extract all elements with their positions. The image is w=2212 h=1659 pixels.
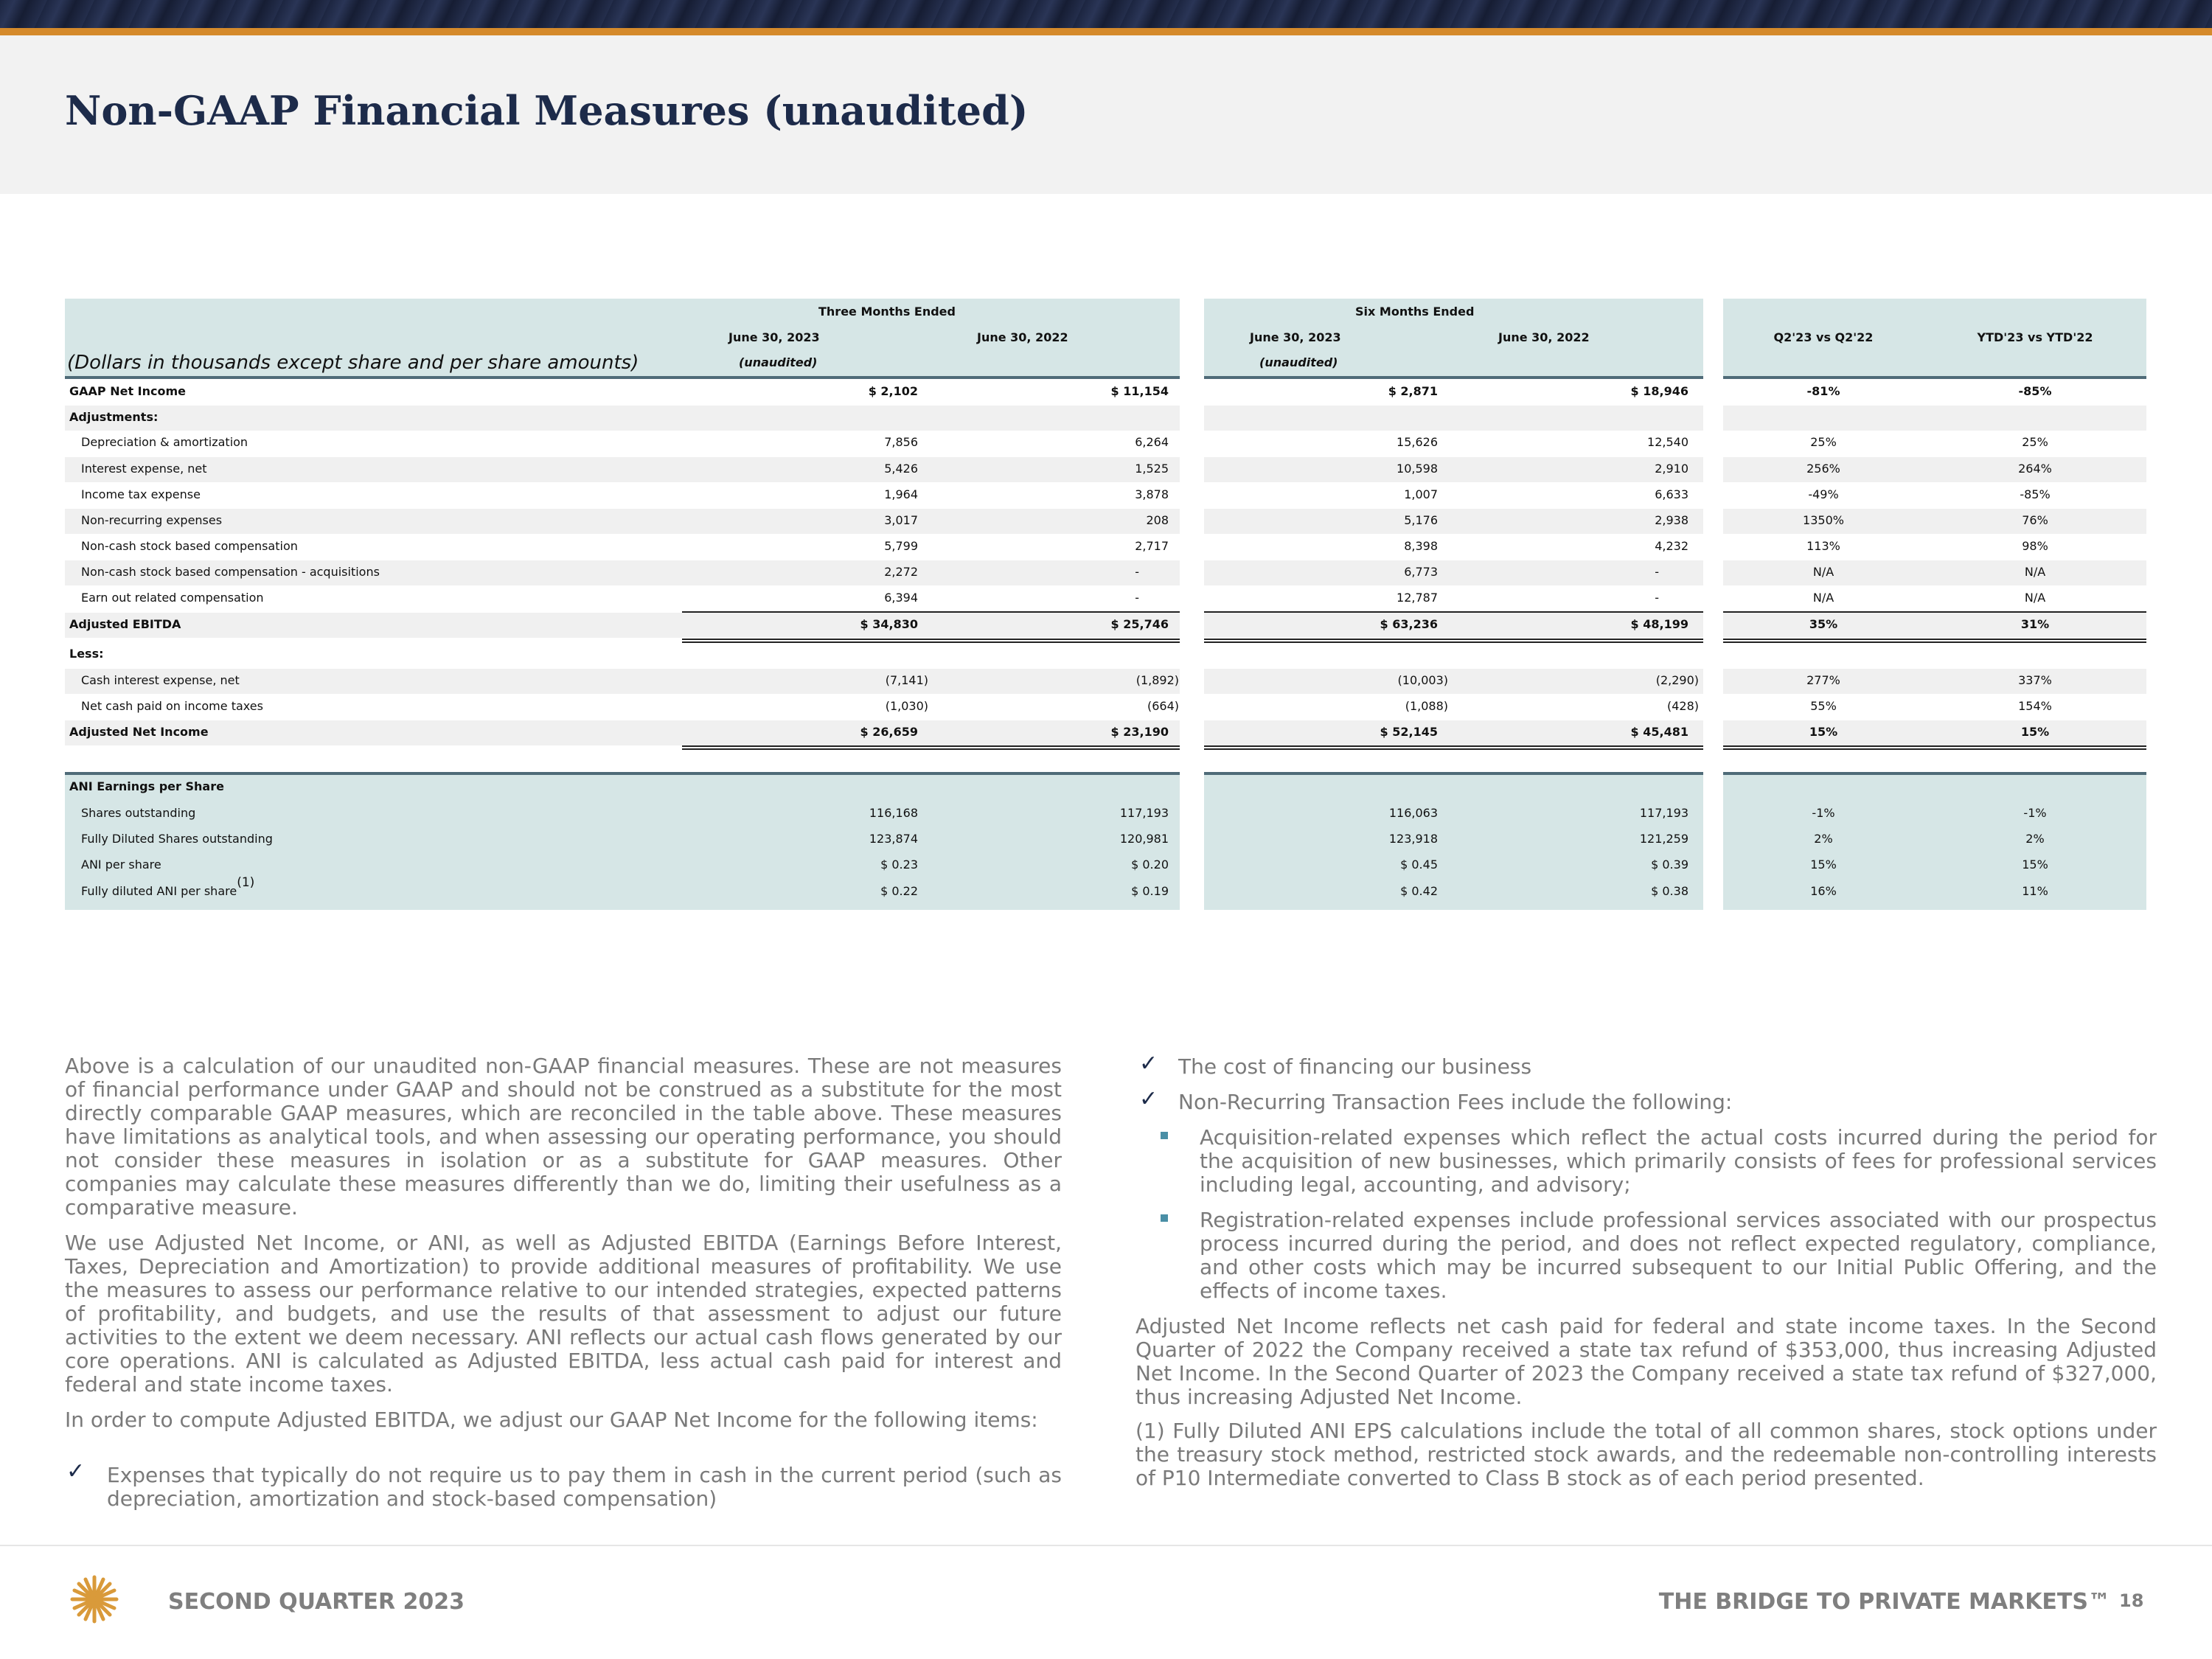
- row-label: Shares outstanding: [81, 806, 196, 820]
- row-label: Cash interest expense, net: [81, 673, 240, 687]
- row-label: Adjusted Net Income: [69, 725, 209, 739]
- eps-percent-change: -1%: [2023, 806, 2047, 820]
- eps-percent-change: 2%: [2025, 832, 2045, 846]
- ytd-vs-ytd-header: YTD'23 vs YTD'22: [1977, 330, 2093, 344]
- row-value: (2,290): [1655, 673, 1699, 687]
- row-percent-change: 31%: [2020, 617, 2050, 631]
- total-rule: [1723, 641, 2146, 643]
- eps-value: $ 0.39: [1651, 858, 1688, 872]
- eps-percent-change: 2%: [1814, 832, 1833, 846]
- eps-value: 123,918: [1388, 832, 1438, 846]
- eps-row-label: [81, 801, 195, 826]
- check-icon: ✓: [1139, 1086, 1158, 1112]
- total-rule: [682, 745, 1180, 747]
- row-value: $ 25,746: [1110, 617, 1169, 631]
- page-title: Non-GAAP Financial Measures (unaudited): [65, 87, 1029, 134]
- row-label: Non-cash stock based compensation: [81, 539, 298, 553]
- total-rule: [1723, 639, 2146, 640]
- units-note: (Dollars in thousands except share and per share amounts): [67, 352, 639, 374]
- square-bullet-icon: [1161, 1214, 1168, 1222]
- row-percent-change: 15%: [1809, 725, 1838, 739]
- row-percent-change: 55%: [1810, 699, 1837, 713]
- eps-percent-change: 16%: [1810, 884, 1837, 898]
- row-value: (10,003): [1397, 673, 1448, 687]
- row-value: 6,633: [1655, 487, 1688, 501]
- row-percent-change: [1735, 405, 1912, 430]
- eps-value: 123,874: [869, 832, 918, 846]
- row-value: 5,426: [884, 462, 918, 476]
- row-value: (7,141): [885, 673, 928, 687]
- total-rule: [1723, 748, 2146, 750]
- row-percent-change: 76%: [2022, 513, 2048, 527]
- row-value: (1,088): [1405, 699, 1448, 713]
- eps-value: 116,168: [869, 806, 918, 820]
- row-percent-change: 1350%: [1803, 513, 1844, 527]
- footer-tagline: THE BRIDGE TO PRIVATE MARKETS™: [1658, 1589, 2110, 1615]
- row-label: Interest expense, net: [81, 462, 207, 476]
- total-rule: [682, 641, 1180, 643]
- total-rule: [1204, 639, 1703, 640]
- row-value: -: [1655, 591, 1659, 605]
- row-value: 5,176: [1404, 513, 1438, 527]
- row-value: 2,910: [1655, 462, 1688, 476]
- row-value: 6,773: [1404, 565, 1438, 579]
- row-label: Fully diluted ANI per share: [81, 884, 237, 898]
- row-percent-change: -85%: [2020, 487, 2051, 501]
- eps-rule: [65, 772, 1180, 775]
- row-percent-change: 113%: [1806, 539, 1840, 553]
- eps-value: $ 0.45: [1400, 858, 1438, 872]
- eps-row-label: [81, 875, 255, 904]
- row-value: $ 11,154: [1110, 384, 1169, 398]
- six-months-header: Six Months Ended: [1355, 305, 1475, 319]
- row-value: (664): [1147, 699, 1179, 713]
- row-value: $ 52,145: [1380, 725, 1438, 739]
- row-label: Non-recurring expenses: [81, 513, 223, 527]
- column-date-header: June 30, 2023: [728, 330, 820, 344]
- row-value: 5,799: [884, 539, 918, 553]
- row-percent-change: 256%: [1806, 462, 1840, 476]
- total-rule: [1204, 748, 1703, 750]
- row-value: $ 48,199: [1630, 617, 1688, 631]
- row-percent-change: [1735, 641, 1912, 667]
- row-value: [667, 641, 918, 667]
- row-value: 8,398: [1404, 539, 1438, 553]
- row-value: 7,856: [884, 435, 918, 449]
- row-label: Earn out related compensation: [81, 591, 264, 605]
- row-label: GAAP Net Income: [69, 384, 186, 398]
- row-value: $ 45,481: [1630, 725, 1688, 739]
- column-date-header: June 30, 2023: [1250, 330, 1341, 344]
- row-percent-change: 25%: [2022, 435, 2048, 449]
- row-value: [918, 405, 1169, 430]
- eps-value: 121,259: [1639, 832, 1688, 846]
- row-label: ANI per share: [81, 858, 161, 872]
- row-value: $ 23,190: [1110, 725, 1169, 739]
- eps-value: $ 0.22: [880, 884, 918, 898]
- top-banner: [0, 0, 2212, 28]
- sub-bullet-acquisition: Acquisition-related expenses which reflect the actual costs incurred during the period for the acquisition of new businesses, which primarily consists of fees for professional services including legal, accounting, and advisory;: [1200, 1125, 2157, 1197]
- row-percent-change: [1947, 641, 2124, 667]
- row-value: 1,964: [884, 487, 918, 501]
- row-percent-change: 264%: [2018, 462, 2052, 476]
- paragraph-ani: We use Adjusted Net Income, or ANI, as well as Adjusted EBITDA (Earnings Before Interest, Taxes, Depreciation and Amortization) to provide additional measures of profitability. We use the measures to assess our performance relative to our intended strategies, expected patterns of profitability, and budgets, and use the results of that assessment to adjust our future activities to the extent we deem necessary. ANI reflects our actual cash flows generated by our core operations. ANI is calculated as Adjusted EBITDA, less actual cash paid for interest and federal and state income taxes.: [65, 1231, 1062, 1397]
- unaudited-label: (unaudited): [739, 355, 818, 369]
- row-label: Adjusted EBITDA: [69, 617, 181, 631]
- eps-row-label: [81, 827, 273, 852]
- row-percent-change: N/A: [2024, 565, 2046, 579]
- row-value: [1187, 405, 1438, 430]
- eps-percent-change: 11%: [2022, 884, 2048, 898]
- row-value: 12,787: [1397, 591, 1438, 605]
- row-label: Fully Diluted Shares outstanding: [81, 832, 273, 846]
- bullet-financing: The cost of financing our business: [1178, 1054, 1532, 1079]
- eps-value: $ 0.42: [1400, 884, 1438, 898]
- row-value: [667, 405, 918, 430]
- paragraph-compute: In order to compute Adjusted EBITDA, we adjust our GAAP Net Income for the following items:: [65, 1408, 1038, 1432]
- eps-value: 117,193: [1639, 806, 1688, 820]
- column-date-header: June 30, 2022: [1498, 330, 1590, 344]
- row-value: [1438, 405, 1688, 430]
- p10-logo-icon: [68, 1573, 121, 1626]
- row-label: Less:: [69, 647, 104, 661]
- total-rule: [1204, 745, 1703, 747]
- row-value: $ 34,830: [860, 617, 918, 631]
- row-label: Depreciation & amortization: [81, 435, 248, 449]
- footer-quarter: SECOND QUARTER 2023: [168, 1589, 465, 1615]
- eps-percent-change: 15%: [1810, 858, 1837, 872]
- q-vs-q-header: Q2'23 vs Q2'22: [1773, 330, 1874, 344]
- check-icon: ✓: [66, 1458, 86, 1484]
- row-value: 10,598: [1397, 462, 1438, 476]
- bullet-noncash: Expenses that typically do not require us to pay them in cash in the current period (such as depreciation, amortization and stock-based compensation): [107, 1463, 1062, 1511]
- eps-value: 120,981: [1119, 832, 1169, 846]
- row-value: 2,272: [884, 565, 918, 579]
- square-bullet-icon: [1161, 1132, 1168, 1139]
- row-percent-change: 25%: [1810, 435, 1837, 449]
- eps-percent-change: 15%: [2022, 858, 2048, 872]
- eps-value: 117,193: [1119, 806, 1169, 820]
- eps-rule: [1723, 772, 2146, 775]
- row-value: $ 26,659: [860, 725, 918, 739]
- eps-row-label: [81, 852, 161, 877]
- bullet-transaction-fees: Non-Recurring Transaction Fees include the following:: [1178, 1090, 1733, 1114]
- row-value: [1438, 641, 1688, 667]
- row-percent-change: 35%: [1809, 617, 1838, 631]
- row-label: Adjustments:: [69, 410, 159, 424]
- row-value: (1,030): [885, 699, 928, 713]
- eps-value: $ 0.19: [1131, 884, 1169, 898]
- accent-stripe: [0, 28, 2212, 35]
- row-value: $ 18,946: [1630, 384, 1688, 398]
- row-value: -: [1135, 565, 1139, 579]
- row-value: (1,892): [1135, 673, 1179, 687]
- row-value: [1187, 641, 1438, 667]
- row-value: 6,394: [884, 591, 918, 605]
- row-value: $ 2,871: [1388, 384, 1438, 398]
- row-value: 12,540: [1647, 435, 1688, 449]
- three-months-header: Three Months Ended: [818, 305, 956, 319]
- row-percent-change: 154%: [2018, 699, 2052, 713]
- row-percent-change: 15%: [2020, 725, 2050, 739]
- total-rule: [1723, 745, 2146, 747]
- paragraph-disclaimer: Above is a calculation of our unaudited non-GAAP financial measures. These are not measures of financial performance under GAAP and should not be construed as a substitute for the most directly comparable GAAP measures, which are reconciled in the table above. These measures have limitations as analytical tools, and when assessing our operating performance, you should not consider these measures in isolation or as a substitute for GAAP measures. Other companies may calculate these measures differently than we do, limiting their usefulness as a comparative measure.: [65, 1054, 1062, 1220]
- eps-rule: [1204, 772, 1703, 775]
- row-value: 2,717: [1135, 539, 1169, 553]
- explanation-left: [65, 1054, 1062, 1444]
- total-rule: [682, 639, 1180, 640]
- row-percent-change: -81%: [1806, 384, 1840, 398]
- column-date-header: June 30, 2022: [977, 330, 1068, 344]
- eps-value: $ 0.38: [1651, 884, 1688, 898]
- row-percent-change: 337%: [2018, 673, 2052, 687]
- row-label: Net cash paid on income taxes: [81, 699, 263, 713]
- row-value: 3,017: [884, 513, 918, 527]
- total-rule: [1204, 641, 1703, 643]
- row-percent-change: -49%: [1808, 487, 1839, 501]
- row-value: [918, 641, 1169, 667]
- row-value: 6,264: [1135, 435, 1169, 449]
- row-value: 3,878: [1135, 487, 1169, 501]
- total-rule: [682, 748, 1180, 750]
- row-value: $ 63,236: [1380, 617, 1438, 631]
- footnote-marker: (1): [237, 875, 255, 890]
- eps-value: 116,063: [1388, 806, 1438, 820]
- unaudited-label: (unaudited): [1259, 355, 1338, 369]
- paragraph-tax-refund: Adjusted Net Income reflects net cash paid for federal and state income taxes. In the Second Quarter of 2022 the Company received a state tax refund of $353,000, thus increasing Adjusted Net Income. In the Second Quarter of 2023 the Company received a state tax refund of $327,000, thus increasing Adjusted Net Income.: [1135, 1314, 2157, 1409]
- row-percent-change: N/A: [1812, 565, 1834, 579]
- row-value: (428): [1666, 699, 1699, 713]
- row-value: 1,007: [1404, 487, 1438, 501]
- footnote-diluted-eps: (1) Fully Diluted ANI EPS calculations include the total of all common shares, stock options under the treasury stock method, restricted stock awards, and the redeemable non-controlling interests of P10 Intermediate converted to Class B stock as of each period presented.: [1135, 1419, 2157, 1490]
- eps-value: $ 0.20: [1131, 858, 1169, 872]
- row-percent-change: [1947, 405, 2124, 430]
- row-percent-change: N/A: [2024, 591, 2046, 605]
- row-label: Non-cash stock based compensation - acquisitions: [81, 565, 380, 579]
- eps-value: $ 0.23: [880, 858, 918, 872]
- row-value: -: [1135, 591, 1139, 605]
- row-percent-change: 98%: [2022, 539, 2048, 553]
- row-value: $ 2,102: [868, 384, 918, 398]
- row-label: Income tax expense: [81, 487, 201, 501]
- row-value: -: [1655, 565, 1659, 579]
- sub-bullet-registration: Registration-related expenses include professional services associated with our prospectus process incurred during the period, and does not reflect expected regulatory, compliance, and other costs which may be incurred subsequent to our Initial Public Offering, and the effects of income taxes.: [1200, 1208, 2157, 1303]
- footer-divider: [0, 1545, 2212, 1546]
- row-value: 208: [1146, 513, 1169, 527]
- row-value: 15,626: [1397, 435, 1438, 449]
- total-rule: [1723, 611, 2146, 613]
- eps-percent-change: -1%: [1812, 806, 1835, 820]
- row-value: 1,525: [1135, 462, 1169, 476]
- total-rule: [1204, 611, 1703, 613]
- row-percent-change: -85%: [2018, 384, 2052, 398]
- page-number: 18: [2119, 1590, 2144, 1611]
- row-value: 4,232: [1655, 539, 1688, 553]
- row-percent-change: 277%: [1806, 673, 1840, 687]
- total-rule: [682, 611, 1180, 613]
- row-value: 2,938: [1655, 513, 1688, 527]
- check-icon: ✓: [1139, 1051, 1158, 1077]
- row-percent-change: N/A: [1812, 591, 1834, 605]
- eps-section-title: ANI Earnings per Share: [69, 779, 224, 793]
